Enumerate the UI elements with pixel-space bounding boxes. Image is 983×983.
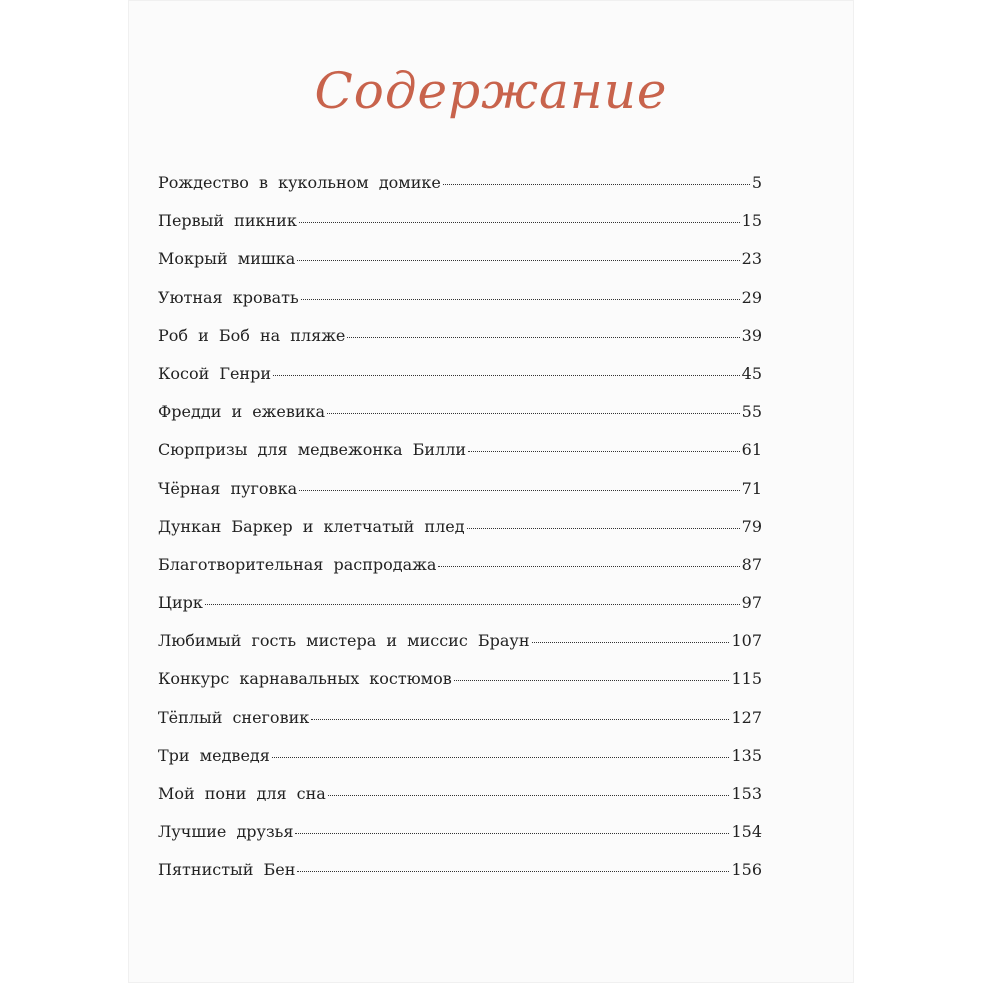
toc-entry [158,708,762,746]
toc-entry-title: Пятнистый Бен [158,860,296,880]
toc-entry [158,746,762,784]
toc-entry-page-number: 39 [741,325,762,345]
toc-entry-page-number: 156 [731,860,762,880]
toc-entry-title: Тёплый снеговик [158,707,310,727]
dot-leader [272,757,730,758]
toc-entry [158,555,762,593]
toc-entry-page-number: 61 [741,440,762,460]
toc-entry-page-number: 23 [741,249,762,269]
dot-leader [467,528,740,529]
toc-entry-page-number: 79 [741,516,762,536]
toc-entry-page-number: 154 [731,822,762,842]
toc-entry-page-number: 71 [741,478,762,498]
toc-entry [158,326,762,364]
toc-entry-page-number: 5 [751,173,762,192]
toc-entry [158,860,762,898]
page-title: Содержание [314,62,668,120]
dot-leader [454,680,730,681]
toc-entry-title: Любимый гость мистера и миссис Браун [158,631,530,651]
dot-leader [295,833,729,834]
toc-entry-title: Фредди и ежевика [158,402,326,422]
toc-entry [158,517,762,555]
dot-leader [299,222,740,223]
toc-entry-page-number: 87 [741,554,762,574]
toc-entry-title: Сюрпризы для медвежонка Билли [158,440,467,460]
toc-entry-title: Рождество в кукольном домике [158,173,441,192]
dot-leader [327,413,740,414]
toc-entry [158,402,762,440]
dot-leader [311,719,729,720]
toc-entry-page-number: 135 [731,745,762,765]
toc-entry-title: Мой пони для сна [158,784,326,803]
dot-leader [443,184,750,185]
toc-entry-page-number: 153 [731,784,762,803]
toc-entry [158,440,762,478]
toc-entry-page-number: 29 [741,287,762,307]
toc-entry-title: Первый пикник [158,211,297,231]
dot-leader [347,337,739,338]
toc-entry [158,669,762,707]
toc-entry [158,249,762,287]
toc-entry-title: Лучшие друзья [158,822,294,842]
toc-entry-page-number: 15 [741,211,762,231]
toc-entry-title: Уютная кровать [158,287,299,307]
toc-entry-page-number: 45 [741,363,762,383]
dot-leader [438,566,739,567]
toc-entry-page-number: 127 [731,707,762,727]
dot-leader [532,642,730,643]
toc-entry-title: Три медведя [158,745,270,765]
toc-entry [158,211,762,249]
dot-leader [301,299,740,300]
toc-entry [158,364,762,402]
toc-entry-page-number: 115 [731,669,762,689]
toc-entry-title: Мокрый мишка [158,249,296,269]
dot-leader [205,604,740,605]
dot-leader [297,260,739,261]
toc-entry [158,173,762,211]
toc-entry-title: Косой Генри [158,363,271,383]
book-page [128,0,854,983]
toc-entry-title: Конкурс карнавальных костюмов [158,669,452,689]
toc-entry [158,784,762,822]
toc-entry-title: Благотворительная распродажа [158,554,437,574]
toc-entry [158,479,762,517]
table-of-contents [158,173,762,899]
toc-entry-title: Чёрная пуговка [158,478,298,498]
toc-entry [158,822,762,860]
toc-entry [158,631,762,669]
toc-entry-title: Роб и Боб на пляже [158,325,346,345]
dot-leader [273,375,740,376]
dot-leader [299,490,740,491]
toc-entry-title: Дункан Баркер и клетчатый плед [158,516,465,536]
dot-leader [297,871,729,872]
dot-leader [468,451,740,452]
toc-entry [158,593,762,631]
dot-leader [328,795,730,796]
toc-entry-page-number: 55 [741,402,762,422]
toc-entry-page-number: 97 [741,593,762,613]
toc-entry-page-number: 107 [731,631,762,651]
toc-entry [158,288,762,326]
toc-entry-title: Цирк [158,593,203,613]
